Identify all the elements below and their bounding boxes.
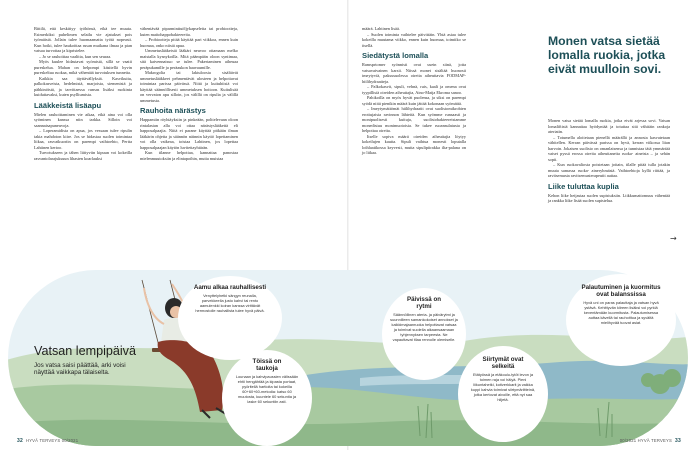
page-number: 33 [675,438,681,444]
illustration-subtitle: Jos vatsa saisi päättää, arki voisi näyttää vaikkapa tälaiselta. [34,361,126,377]
text-column-3 [362,26,466,156]
bubble-title: Siirtymät ovat selkeitä [482,356,524,370]
footer-left [14,438,78,444]
illustration-title: Vatsan lempipäivä [34,344,136,358]
footer-label: 00/2021 HYVÄ TERVEYS [619,438,673,443]
text-column-1 [34,26,132,161]
bubble-title: Päivissä on rytmi [406,296,442,310]
paragraph: Pahikoilla on myös hyvät puolensa, ja siksi on parempi syödä niitä pienikin määrä kuin jättää kokonaan syömättä. [362,95,466,106]
footer-label: HYVÄ TERVEYS 00/2021 [25,438,79,443]
paragraph: – Suolen toiminta vaihtelee päivittäin. Yhtä asiaa tulee kokeilla muutama viikko, ennen kuin huomaa, toimiiko se itsellä. [362,31,466,48]
paragraph: – Loperamidista on apua, jos vessaan tulee ripulin takia mahdoton kiire. Jos se hidastaa suolen toimintaa liikaa, rasvatkuoriin on parempi vaihtoehto, Pertta Lahtinen kertoo. [34,128,132,150]
paragraph: Itselle sopiva määrä oireiden aiheuttajia löytyy kokeilujen kautta. Sipuli vaihtua monesti loputalla loihlaatikossa keyvesti, mutta sipulipiirakka ilta-palana on jo liikaa. [362,133,466,155]
bubble-body: Säännöllinen ateria- ja päivärytmi ja suunnilleen samankokoiset annokset ja kaikkimajaanruoka helpottavat vatsaa ja toimivat suolella aikaansaamaan tyhjennyksen tarpeesta. Ne vapauttavat tilaa rennolle olemiselle. [390,312,458,342]
paragraph: Turvotukseen ja tähen liittyviin kipuun voi kokeilla rasvantolarajuksuun lihasten koarlauksi [34,150,132,161]
bubble-balance [566,274,676,366]
paragraph: Ummetuslääkeistä lääkäri neuvoo ottamaan melko maistalla kysnykoilla. Mitä päämpään oloon syntimaa, sitä kaivennaisuo se tulee. Pakertaminen aiheuaa peräpukamille ja peräaukon haavaumille. [140,48,238,70]
paragraph: vähentävää piparminttuöljykapseleita tai probiootteja, kuten maitohappobakteereita. [140,26,238,37]
bubble-transitions [458,346,548,442]
bubble-title: Töissä on taukoja [252,358,282,372]
bubble-rhythm [382,288,466,380]
paragraph: määrä. Lahtinen lisää. [362,26,400,31]
paragraph: Happamiin röyhtäyksiin ja pinkeään, polttelevaan oloon rintalastan alla voi ottaa närästyslääkettä eli happosalpaajia. Niitä ei parane käyttää pitkään ilman lääkärin ohjetta ja säännön näinnin käyttö lopettaminen voi olla vaikeaa, toistaa Lahtinen, jos lopettaa happosalpaajan käytön luvitettayhtärän. [140,117,238,150]
illustration-title-block [34,345,144,377]
pull-quote: Monen vatsa sietää lomalla ruokia, jotka eivät muulloin sovi. [548,34,666,76]
paragraph: Ramsprtomer syönnisti ovat usein siinä, jotta vatsavaivainen karsii. Niissä monet sisältää huonosti imeytyviä, paksusuolessa oireita aiheuttavia FODMAP-hiilihydraatteja. [362,62,466,84]
bubble-morning [178,276,282,360]
paragraph: – Kun ruokavaliosta poistetaan joitain, tilalle pitää tulla jotakin muuta samassa ruoka- aineryhmästä. Vaihtoehtoja kyllä riittää, ja ravitsemusta ravitsemusterapeutit auttaa. [548,162,670,178]
col1-paragraphs [34,26,132,98]
section-heading: Lääkkeistä lisäapu [34,100,102,110]
paragraph: Kaikkia saa täyttävällyksiä. Kasvikuitu, palkokasveista, hedelmistä, marjoista, siemenistä ja pähkinöistä, ja tarvittaessa runsas lisäksi ruokinta kuiduttavaksi, kuten psylliumista. [34,75,132,97]
bubble-body: Lounaan ja kahvipaussien välissään ehtii hengähtää ja kipasta portaat, pyöritellä hartioita tai kokeilla 60+60+60-metodia: katso 60 muutosta, kuuntele 60 sekuntia ja laske 60 sekuntiin asti. [235,374,299,404]
paragraph: Kun tilanne helpottaa, kannattaa panostaa mielenmuutoksiin ja elintapoihin, mutta muistaa [140,150,238,161]
continue-arrow-icon: → [670,234,677,243]
section-heading: Siedätystä lomalla [362,51,429,60]
paragraph: Monen vatsa sietää lomalla ruokia, jotka eivät arjessa sovi. Vatsan lomaliftistä kannattaa hyödyntää ja totuttaa sitä vähitäin rankoja ateriatin. [548,118,670,134]
paragraph: – Jo se rauhoittaa vaalitta, kun sen seuraa. [39,53,112,59]
paragraph: – Imeytymättömät hiilihydraatit ovat suolistomikrobien erottujaisia ravinnon lähteitä. Kun syömme runsaasti ja monipuolisesti kuituja, suolistobakteereistamme monedistuu monimuotoisia. Se tukee ruoansulatusta ja helpottaa oireita. [362,106,466,133]
paragraph: – Probiootteja pitää käyttää pari viikkoa, ennen kuin huomaa, onko niistä apua. [140,37,238,48]
bubble-body: Etätyössä ja etäkoulu-tytöt levon ja toimen raja voi hälyä. Pieni liikuntahetki, kotiverkkarit ja vaikka kuppi kahvia toimivat siirtymäriitteinä, jotka kertovat aivoille, että nyt saa hiljetä. [470,372,536,402]
paragraph: Bittilä, että keskittyy työhönsä, eikä tee muuta. Esimerkiksi puhelimen selailu vie ajatukset pois työmäistä. Jollain tulee huomaamatta työtä nopeasti. Kun hoiki, tulee haukoittaa rusan muikana ilmaa ja pian vatsaa turvottaa ja kipristelee. [34,26,132,53]
bubble-title: Palautuminen ja kuormitus ovat balanssissa [581,284,661,298]
bubble-body: Venyttelyhetki sängyn reunalla, parvekkeella justo kahvi tai rento aamulenkki koiran kanssa virittävät hermostolle rauhallista tulee hyvä päivä. [195,293,265,313]
paragraph: Mielen rauhoittaminen vie aikaa, eikä aina voi olla syöminen kanssa niin tarkka. Silloin voi saannaisapuneuvoja. [34,111,132,128]
paragraph: Myös kuulee hidastavat syömistä, sillä se vaatii pureskelua. Mahan on helpompi käsitellä hyvin pureskeltua ruokaa, mikä vähentää turvotuksen tunnetta. [34,59,132,75]
bubble-body: Hyvä uni on paras palauttaja ja vatsan hyvä ystävä. Kehittyvän kiireen lisäksi voi pyrkiä keventämään kuormitusta. Palautumisessa auttaa kävellä tai rauhoittua ja syvältä mielihyvää tuovat asiat. [583,300,659,325]
paragraph: – Palkokasvit, sipuli, vehnä, ruis, kaali ja omena ovat tyypillisiä oireiden aiheuttajia, Aino-Maija Ekroma sanoo. [362,84,466,95]
text-column-2 [140,26,238,161]
text-column-4 [548,118,670,204]
bubble-title: Aamu alkaa rauhallisesti [193,284,267,291]
paragraph: Makrogolia tai laktuloosia sisältävät ummetuslääkkeet pehmentävät ulosteen ja helpottavat toimintaa parissa päivässä. Niitä ja kuituhiisiä voi käyttää säännöllisesti ummetuksen hoitoon. Kuitulisää on vervaton apu silloin, jos välillä on ripulia ja välillä ummetusta. [140,70,238,103]
bubble-work [222,350,312,446]
footer-right [620,438,684,444]
page-number: 32 [17,438,23,444]
section-heading: Liike tuluttaa kuplia [548,181,619,191]
paragraph: – Totumella aloitetaan pienellä määrällä ja annosta kasvatetaan vähitellen. Kerran päivässä parissa on hyvä, kerran viikossa liian harvoin. Jokaisen suolisto on omanlaisensa ja tunnistaa tätä ymmärtää vaiset pyssä erossa oireita aiheuttaneita ruoka- aineista – ja sehän sopii. [548,134,670,162]
section-heading: Rauhoita närästys [140,106,206,115]
front-grass [0,420,696,450]
paragraph: Kehon liike heijastaa suolen supistuksiin. Liikkumattomuus vähentää ja rankka liike lisää suolen supistelua. [548,192,670,203]
